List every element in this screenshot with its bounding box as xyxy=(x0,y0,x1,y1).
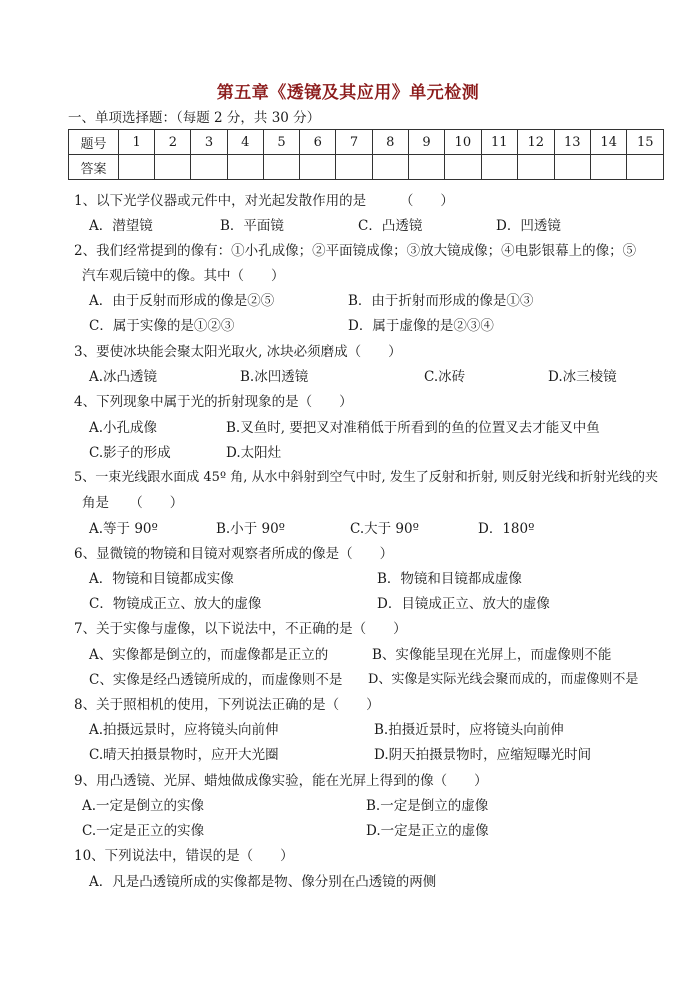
question-number: 8 xyxy=(372,130,408,155)
q9-option-a: A.一定是倒立的实像 xyxy=(82,798,205,814)
q10-stem: 10、下列说法中，错误的是（ ） xyxy=(74,848,294,864)
answer-cell[interactable] xyxy=(554,155,590,180)
q5-option-b: B.小于 90º xyxy=(216,521,286,537)
q1-option-b: B．平面镜 xyxy=(220,218,284,234)
answer-cell[interactable] xyxy=(481,155,517,180)
answer-cell[interactable] xyxy=(408,155,444,180)
q4-option-d: D.太阳灶 xyxy=(226,445,282,461)
q3-stem: 3、要使冰块能会聚太阳光取火, 冰块必须磨成（ ） xyxy=(74,344,402,360)
q3-option-d: D.冰三棱镜 xyxy=(548,369,617,385)
question-number: 7 xyxy=(336,130,372,155)
q6-stem: 6、显微镜的物镜和目镜对观察者所成的像是（ ） xyxy=(74,546,394,562)
q7-stem: 7、关于实像与虚像，以下说法中，不正确的是（ ） xyxy=(74,621,407,637)
q8-option-b: B.拍摄近景时，应将镜头向前伸 xyxy=(374,722,564,738)
q2-option-d: D．属于虚像的是②③④ xyxy=(348,318,494,334)
question-number: 15 xyxy=(627,130,664,155)
q5-option-c: C.大于 90º xyxy=(350,521,419,537)
question-number: 2 xyxy=(155,130,191,155)
q5-stem-cont: 角是 （ ） xyxy=(82,495,184,511)
answer-cell[interactable] xyxy=(445,155,481,180)
question-number: 12 xyxy=(518,130,554,155)
q4-option-b: B.叉鱼时, 要把叉对准稍低于所看到的鱼的位置叉去才能叉中鱼 xyxy=(226,420,600,436)
q6-option-d: D．目镜成正立、放大的虚像 xyxy=(377,596,550,612)
q5-option-a: A.等于 90º xyxy=(89,521,158,537)
question-number: 3 xyxy=(191,130,227,155)
question-number: 13 xyxy=(554,130,590,155)
q1-option-d: D．凹透镜 xyxy=(496,218,561,234)
q3-option-a: A.冰凸透镜 xyxy=(89,369,158,385)
question-number: 5 xyxy=(263,130,299,155)
row-label-number: 题号 xyxy=(69,130,119,155)
answer-cell[interactable] xyxy=(300,155,336,180)
page-title: 第五章《透镜及其应用》单元检测 xyxy=(216,83,480,103)
q4-option-a: A.小孔成像 xyxy=(89,420,158,436)
number-row xyxy=(69,130,664,155)
question-number: 10 xyxy=(445,130,481,155)
question-number: 1 xyxy=(118,130,154,155)
q7-option-c: C、实像是经凸透镜所成的，而虚像则不是 xyxy=(89,672,343,688)
answer-cell[interactable] xyxy=(336,155,372,180)
q2-option-c: C．属于实像的是①②③ xyxy=(89,318,235,334)
q10-option-a: A．凡是凸透镜所成的实像都是物、像分别在凸透镜的两侧 xyxy=(89,874,437,890)
row-label-answer: 答案 xyxy=(69,155,119,180)
question-number: 11 xyxy=(481,130,517,155)
q8-option-c: C.晴天拍摄景物时，应开大光圈 xyxy=(89,747,279,763)
q3-option-c: C.冰砖 xyxy=(424,369,466,385)
question-number: 6 xyxy=(300,130,336,155)
answer-cell[interactable] xyxy=(590,155,626,180)
q9-option-d: D.一定是正立的虚像 xyxy=(366,823,489,839)
answer-table xyxy=(68,129,664,180)
answer-cell[interactable] xyxy=(372,155,408,180)
q7-option-a: A、实像都是倒立的，而虚像都是正立的 xyxy=(89,647,329,663)
q7-option-d: D、实像是实际光线会聚而成的，而虚像则不是 xyxy=(368,672,639,687)
q3-option-b: B.冰凹透镜 xyxy=(240,369,309,385)
q8-stem: 8、关于照相机的使用，下列说法正确的是（ ） xyxy=(74,697,380,713)
q8-option-d: D.阴天拍摄景物时，应缩短曝光时间 xyxy=(374,747,592,763)
q2-option-b: B．由于折射而形成的像是①③ xyxy=(348,293,534,309)
q6-option-c: C．物镜成正立、放大的虚像 xyxy=(89,596,262,612)
q4-stem: 4、下列现象中属于光的折射现象的是（ ） xyxy=(74,394,353,410)
q6-option-b: B．物镜和目镜都成虚像 xyxy=(377,571,522,587)
q6-option-a: A．物镜和目镜都成实像 xyxy=(89,571,234,587)
q7-option-b: B、实像能呈现在光屏上，而虚像则不能 xyxy=(372,647,612,663)
q2-option-a: A．由于反射而形成的像是②⑤ xyxy=(89,293,275,309)
q8-option-a: A.拍摄远景时，应将镜头向前伸 xyxy=(89,722,279,738)
q9-stem: 9、用凸透镜、光屏、蜡烛做成像实验，能在光屏上得到的像（ ） xyxy=(74,773,488,789)
q5-option-d: D．180º xyxy=(478,521,535,537)
answer-cell[interactable] xyxy=(518,155,554,180)
q1-stem: 1、以下光学仪器或元件中，对光起发散作用的是 （ ） xyxy=(74,193,454,209)
q1-option-a: A．潜望镜 xyxy=(89,218,153,234)
answer-cell[interactable] xyxy=(227,155,263,180)
answer-cell[interactable] xyxy=(191,155,227,180)
answer-cell[interactable] xyxy=(155,155,191,180)
q9-option-c: C.一定是正立的实像 xyxy=(82,823,205,839)
q9-option-b: B.一定是倒立的虚像 xyxy=(366,798,489,814)
question-number: 4 xyxy=(227,130,263,155)
answer-row xyxy=(69,155,664,180)
section-heading: 一、单项选择题：（每题 2 分，共 30 分） xyxy=(68,110,321,126)
question-number: 9 xyxy=(408,130,444,155)
q1-option-c: C．凸透镜 xyxy=(358,218,423,234)
answer-cell[interactable] xyxy=(263,155,299,180)
q2-stem: 2、我们经常提到的像有：①小孔成像；②平面镜成像；③放大镜成像；④电影银幕上的像；⑤ xyxy=(74,243,637,259)
answer-cell[interactable] xyxy=(118,155,154,180)
answer-cell[interactable] xyxy=(627,155,664,180)
q2-stem-cont: 汽车观后镜中的像。其中（ ） xyxy=(82,268,285,284)
question-number: 14 xyxy=(590,130,626,155)
q5-stem: 5、一束光线跟水面成 45º 角, 从水中斜射到空气中时, 发生了反射和折射, 则反射光线和折射光线的夹 xyxy=(74,470,658,485)
q4-option-c: C.影子的形成 xyxy=(89,445,171,461)
